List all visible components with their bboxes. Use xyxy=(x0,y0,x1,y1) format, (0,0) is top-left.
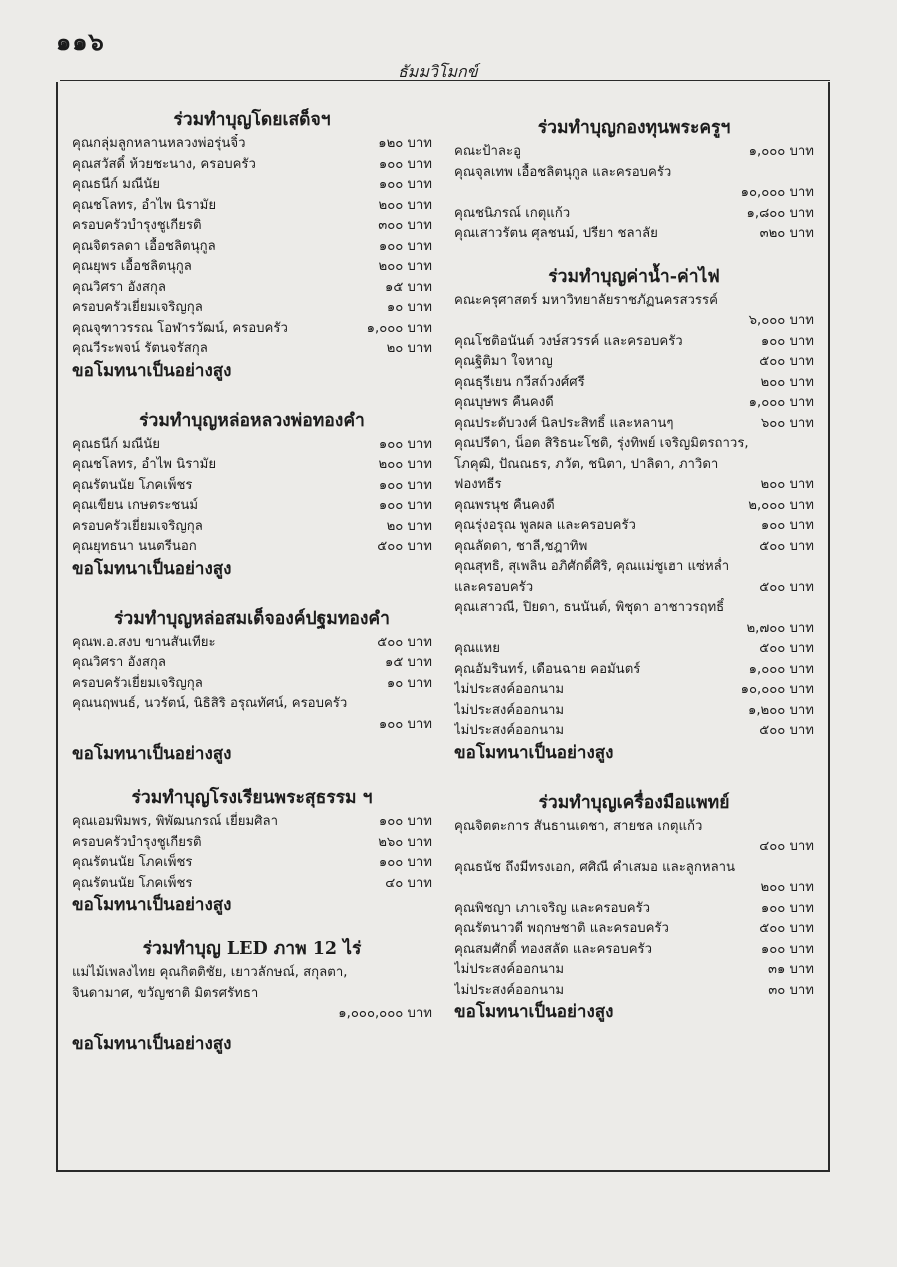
donor-name: คุณจิตตะการ สันธานเดชา, สายชล เกตุแก้ว xyxy=(454,818,703,834)
donor-name: คุณยุทธนา นนตรีนอก xyxy=(72,539,197,554)
donor-name: คุณโชติอนันต์ วงษ์สวรรค์ และครอบครัว xyxy=(454,333,683,349)
donor-row xyxy=(72,874,432,895)
donation-amount: ๔๐ บาท xyxy=(385,875,432,891)
page-number: ๑๑๖ xyxy=(56,27,105,56)
donor-row xyxy=(454,680,814,701)
donation-amount: ๑๐๐ บาท xyxy=(378,238,432,254)
thanks-line: ขอโมทนาเป็นอย่างสูง xyxy=(72,1033,232,1054)
donor-row xyxy=(72,853,432,874)
donation-amount: ๑๐๐ บาท xyxy=(378,498,432,513)
donation-amount: ๓๒๐ บาท xyxy=(759,226,814,241)
donation-amount: ๑,๐๐๐ บาท xyxy=(366,320,432,336)
donor-row xyxy=(454,291,814,312)
donor-list xyxy=(454,142,814,245)
donor-row xyxy=(454,455,814,476)
donor-row xyxy=(72,963,432,984)
donor-row xyxy=(72,455,432,476)
donation-amount: ๕๐๐ บาท xyxy=(759,538,814,554)
donation-amount: ๑๐๐ บาท xyxy=(378,716,432,732)
donor-name: คุณเสาวรัตน ศุลชนม์, ปรียา ชลาลัย xyxy=(454,226,658,241)
thanks-line: ขอโมทนาเป็นอย่างสูง xyxy=(72,895,232,915)
donor-row xyxy=(454,373,814,394)
donor-list xyxy=(454,291,814,742)
donation-amount: ๑๕ บาท xyxy=(384,279,432,295)
donation-amount: ๒,๐๐๐ บาท xyxy=(748,497,814,513)
donation-amount: ๕๐๐ บาท xyxy=(759,641,814,656)
donor-list xyxy=(72,435,432,558)
section-golden-pathom xyxy=(72,607,432,767)
donor-row xyxy=(454,837,814,858)
donation-amount: ๑,๘๐๐ บาท xyxy=(746,205,814,221)
donor-name: จินดามาศ, ขวัญชาติ มิตรศรัทธา xyxy=(72,985,259,1001)
donor-row xyxy=(454,557,814,578)
donor-row xyxy=(454,332,814,353)
thanks-line: ขอโมทนาเป็นอย่างสูง xyxy=(72,558,232,579)
donor-row xyxy=(454,414,814,435)
donor-row xyxy=(72,653,432,674)
section-abbot-fund xyxy=(454,116,814,245)
donor-name: คุณรัตนนัย โภคเพ็ชร xyxy=(72,477,193,493)
donor-row xyxy=(72,633,432,654)
donor-row xyxy=(72,298,432,319)
donor-name: คุณจุฑาวรรณ โอฬารวัฒน์, ครอบครัว xyxy=(72,320,288,336)
donation-amount: ๑๐๐ บาท xyxy=(378,477,432,493)
donor-row xyxy=(454,224,814,245)
donation-amount: ๑๐,๐๐๐ บาท xyxy=(740,185,814,200)
donor-name: คุณเอมพิมพร, พิพัฒนกรณ์ เยี่ยมศิลา xyxy=(72,814,279,829)
donor-row xyxy=(454,475,814,496)
donation-amount: ๑๐๐ บาท xyxy=(378,855,432,870)
donation-amount: ๑๕ บาท xyxy=(384,655,432,670)
donor-row xyxy=(454,496,814,517)
thanks-line: ขอโมทนาเป็นอย่างสูง xyxy=(72,744,232,764)
donor-name: คุณจุลเทพ เอื้อชลิตนุกูล และครอบครัว xyxy=(454,164,672,180)
donor-name: ครอบครัวเยี่ยมเจริญกุล xyxy=(72,518,203,534)
donor-row xyxy=(72,715,432,736)
donor-row xyxy=(454,960,814,981)
donor-name: คุณเขียน เกษตระชนม์ xyxy=(72,498,199,513)
donor-name: คุณรุ่งอรุณ พูลผล และครอบครัว xyxy=(454,518,636,533)
donor-row xyxy=(72,155,432,176)
donor-row xyxy=(454,639,814,660)
donation-amount: ๑,๒๐๐ บาท xyxy=(747,702,814,718)
donation-amount: ๖,๐๐๐ บาท xyxy=(748,313,814,328)
donor-name: คุณวีระพจน์ รัตนจรัสกุล xyxy=(72,341,208,356)
donation-amount: ๒๐๐ บาท xyxy=(760,880,814,895)
donation-amount: ๒๐ บาท xyxy=(386,341,432,356)
donor-row xyxy=(72,175,432,196)
donation-amount: ๒๐๐ บาท xyxy=(378,197,432,213)
donor-row xyxy=(72,496,432,517)
donor-row xyxy=(72,216,432,237)
donation-amount: ๒๐๐ บาท xyxy=(378,457,432,472)
donor-row xyxy=(454,878,814,899)
donor-row xyxy=(454,981,814,1002)
donor-row xyxy=(454,393,814,414)
section-golden-luangpho xyxy=(72,409,432,581)
donor-row xyxy=(454,598,814,619)
donor-name: ไม่ประสงค์ออกนาม xyxy=(454,702,565,718)
donation-amount: ๑๐๐ บาท xyxy=(760,941,814,957)
donor-row xyxy=(454,899,814,920)
donor-name: คุณปรีดา, น็อต สิริธนะโชติ, รุ่งทิพย์ เจริญมิตรถาวร, xyxy=(454,436,749,451)
donation-amount: ๕๐๐ บาท xyxy=(377,634,432,650)
donor-name: คุณธนัช ถึงมีทรงเอก, ศศิณี คำเสมอ และลูกหลาน xyxy=(454,859,736,875)
donor-name: คุณกลุ่มลูกหลานหลวงพ่อรุ่นจิ๋ว xyxy=(72,136,246,151)
donor-row xyxy=(454,721,814,742)
donor-name: คุณสวัสดิ์ ห้วยชะนาง, ครอบครัว xyxy=(72,156,256,172)
right-column xyxy=(454,116,814,1024)
donation-amount: ๑๐ บาท xyxy=(386,675,432,691)
donor-name: คุณฐิติมา ใจหาญ xyxy=(454,354,553,369)
donor-list xyxy=(454,817,814,1002)
donor-row xyxy=(72,537,432,558)
donor-row xyxy=(454,142,814,163)
donation-amount: ๒๐๐ บาท xyxy=(760,374,814,390)
section-title: ร่วมทำบุญโรงเรียนพระสุธรรม ฯ xyxy=(131,788,373,808)
donor-name: คุณวิศรา อังสกุล xyxy=(72,279,166,295)
donor-name: คุณพิชญา เภาเจริญ และครอบครัว xyxy=(454,900,651,916)
thanks-line: ขอโมทนาเป็นอย่างสูง xyxy=(454,1002,614,1022)
donor-name: ไม่ประสงค์ออกนาม xyxy=(454,682,565,697)
donor-name: ไม่ประสงค์ออกนาม xyxy=(454,723,565,738)
donor-row xyxy=(454,311,814,332)
donor-name: คุณประดับวงศ์ นิลประสิทธิ์ และหลานๆ xyxy=(454,415,674,431)
donation-amount: ๑๐๐ บาท xyxy=(760,333,814,349)
donation-amount: ๑๒๐ บาท xyxy=(378,136,432,151)
donor-row xyxy=(454,578,814,599)
donation-amount: ๕๐๐ บาท xyxy=(759,579,814,595)
donor-name: คุณพ.อ.สงบ ขานสันเทียะ xyxy=(72,634,216,650)
donor-name: คุณรัตนาวดี พฤกษชาติ และครอบครัว xyxy=(454,921,669,936)
donation-amount: ๒๐ บาท xyxy=(386,518,432,534)
section-title: ร่วมทำบุญโดยเสด็จฯ xyxy=(173,110,331,130)
donor-row xyxy=(72,134,432,155)
donor-name: ครอบครัวบำรุงชูเกียรติ xyxy=(72,218,202,233)
donation-amount: ๑๐๐ บาท xyxy=(760,518,814,533)
donor-row xyxy=(454,183,814,204)
donation-amount: ๕๐๐ บาท xyxy=(377,539,432,554)
donor-name: คุณธนีก์ มณีนัย xyxy=(72,177,160,192)
donor-name: คณะครุศาสตร์ มหาวิทยาลัยราชภัฏนครสวรรค์ xyxy=(454,292,718,308)
donor-name: คุณธุรีเยน กวีสถ์วงศ์ศรี xyxy=(454,374,585,390)
donor-row xyxy=(454,858,814,879)
donation-amount: ๑๐๐ บาท xyxy=(378,814,432,829)
donor-name: คุณจิตรลดา เอื้อชลิตนุกูล xyxy=(72,238,216,254)
donor-row xyxy=(72,674,432,695)
donor-name: คุณลัดดา, ชาลี,ชฎาทิพ xyxy=(454,538,588,554)
donor-name: คุณธนีก์ มณีนัย xyxy=(72,436,160,452)
section-title: ร่วมทำบุญเครื่องมือแพทย์ xyxy=(538,792,730,813)
donor-row xyxy=(72,237,432,258)
donation-amount: ๒,๗๐๐ บาท xyxy=(746,620,814,636)
donor-name: โภคุฒิ, ปัณณธร, ภวัต, ชนิตา, ปาลิดา, ภาวิดา xyxy=(454,456,719,472)
donation-amount: ๒๖๐ บาท xyxy=(378,834,432,850)
section-title: ร่วมทำบุญหล่อสมเด็จองค์ปฐมทองคำ xyxy=(114,608,390,629)
donor-name: คุณชโลทร, อำไพ นิรามัย xyxy=(72,197,217,213)
donor-name: คุณเสาวณี, ปิยดา, ธนนันต์, พิชุดา อาชาวรฤทธิ์ xyxy=(454,600,725,615)
donation-amount: ๑,๐๐๐ บาท xyxy=(748,144,814,159)
donation-amount: ๕๐๐ บาท xyxy=(759,921,814,936)
left-column xyxy=(72,108,432,1056)
donor-row xyxy=(72,339,432,360)
donor-name: ไม่ประสงค์ออกนาม xyxy=(454,982,565,998)
donation-amount: ๕๐๐ บาท xyxy=(759,723,814,738)
donor-name: ไม่ประสงค์ออกนาม xyxy=(454,962,565,977)
donor-row xyxy=(72,812,432,833)
header-rule xyxy=(60,80,830,81)
donation-amount: ๓๐๐ บาท xyxy=(378,218,432,233)
donor-row xyxy=(72,476,432,497)
donor-row xyxy=(454,163,814,184)
donation-amount: ๓๐ บาท xyxy=(768,982,814,998)
donor-name: ครอบครัวเยี่ยมเจริญกุล xyxy=(72,300,203,315)
donor-row xyxy=(72,278,432,299)
donor-list xyxy=(72,134,432,360)
donor-name: ครอบครัวบำรุงชูเกียรติ xyxy=(72,834,202,850)
donor-list xyxy=(72,633,432,736)
donor-name: คุณอัมรินทร์, เดือนฉาย คอมันตร์ xyxy=(454,661,641,677)
donor-row xyxy=(72,694,432,715)
donor-row xyxy=(454,516,814,537)
section-title: ร่วมทำบุญ LED ภาพ 12 ไร่ xyxy=(142,939,362,959)
section-title: ร่วมทำบุญค่าน้ำ-ค่าไฟ xyxy=(548,266,720,287)
donor-name: คุณชโลทร, อำไพ นิรามัย xyxy=(72,457,217,472)
donor-row xyxy=(454,619,814,640)
donor-row xyxy=(454,919,814,940)
donation-amount: ๖๐๐ บาท xyxy=(760,415,814,431)
donor-name: คณะป้าละอู xyxy=(454,144,521,159)
donor-row xyxy=(72,319,432,340)
donation-amount: ๓๑ บาท xyxy=(767,962,814,977)
donor-row xyxy=(72,196,432,217)
donor-name: คุณนฤพนธ์, นวรัตน์, นิธิสิริ อรุณทัศน์, ครอบครัว xyxy=(72,696,348,711)
section-title: ร่วมทำบุญหล่อหลวงพ่อทองคำ xyxy=(139,410,365,431)
donor-row xyxy=(454,817,814,838)
donor-row xyxy=(454,204,814,225)
donation-amount: ๑,๐๐๐ บาท xyxy=(748,661,814,677)
donor-name: คุณยุพร เอื้อชลิตนุกูล xyxy=(72,259,192,274)
donor-name: คุณสุทธิ, สุเพลิน อภิศักดิ์ศิริ, คุณแม่ชูเฮา แซ่หล่ำ xyxy=(454,559,730,574)
donor-name: ครอบครัวเยี่ยมเจริญกุล xyxy=(72,675,203,691)
donor-name: คุณรัตนนัย โภคเพ็ชร xyxy=(72,855,193,870)
donor-row xyxy=(454,660,814,681)
donor-row xyxy=(72,1004,432,1025)
donor-row xyxy=(454,701,814,722)
thanks-line: ขอโมทนาเป็นอย่างสูง xyxy=(72,360,232,381)
donor-row xyxy=(72,257,432,278)
donation-amount: ๑๐๐ บาท xyxy=(378,156,432,172)
donor-name: คุณแหย xyxy=(454,641,500,656)
section-title: ร่วมทำบุญกองทุนพระครูฯ xyxy=(537,118,731,138)
donor-name: แม่ไม้เพลงไทย คุณกิตติชัย, เยาวลักษณ์, สกุลตา, xyxy=(72,965,348,980)
section-royal-donation xyxy=(72,108,432,383)
donation-amount: ๑,๐๐๐ บาท xyxy=(748,395,814,410)
donor-row xyxy=(454,352,814,373)
donation-amount: ๑๐๐ บาท xyxy=(760,900,814,916)
donation-amount: ๔๐๐ บาท xyxy=(759,839,814,854)
donor-name: คุณสมศักดิ์ ทองสลัด และครอบครัว xyxy=(454,941,653,957)
section-utilities xyxy=(454,265,814,765)
donor-name: คุณวิศรา อังสกุล xyxy=(72,655,166,670)
donation-amount: ๑,๐๐๐,๐๐๐ บาท xyxy=(338,1006,432,1021)
donor-name: คุณรัตนนัย โภคเพ็ชร xyxy=(72,875,193,891)
donation-amount: ๑๐๐ บาท xyxy=(378,436,432,452)
donor-name: ฟองทธีร xyxy=(454,477,502,492)
donor-row xyxy=(72,984,432,1005)
donor-row xyxy=(454,434,814,455)
donation-amount: ๒๐๐ บาท xyxy=(760,477,814,492)
donor-name: คุณพรนุช คืนคงดี xyxy=(454,497,555,513)
donor-row xyxy=(72,435,432,456)
thanks-line: ขอโมทนาเป็นอย่างสูง xyxy=(454,742,614,763)
donation-amount: ๕๐๐ บาท xyxy=(759,354,814,369)
donor-row xyxy=(72,517,432,538)
donor-name: และครอบครัว xyxy=(454,579,534,595)
donation-amount: ๒๐๐ บาท xyxy=(378,259,432,274)
donation-amount: ๑๐ บาท xyxy=(386,300,432,315)
donation-amount: ๑๐,๐๐๐ บาท xyxy=(740,682,814,697)
donor-name: คุณชนิภรณ์ เกตุแก้ว xyxy=(454,205,571,221)
donor-row xyxy=(454,537,814,558)
donation-amount: ๑๐๐ บาท xyxy=(378,177,432,192)
donor-row xyxy=(72,833,432,854)
content-frame xyxy=(56,82,830,1172)
section-school xyxy=(72,786,432,917)
section-led xyxy=(72,937,432,1056)
section-medical-equipment xyxy=(454,791,814,1025)
donor-row xyxy=(454,940,814,961)
donor-list xyxy=(72,812,432,894)
donor-name: คุณบุษพร คืนคงดี xyxy=(454,395,554,410)
running-head: ธัมมวิโมกข์ xyxy=(398,62,478,81)
